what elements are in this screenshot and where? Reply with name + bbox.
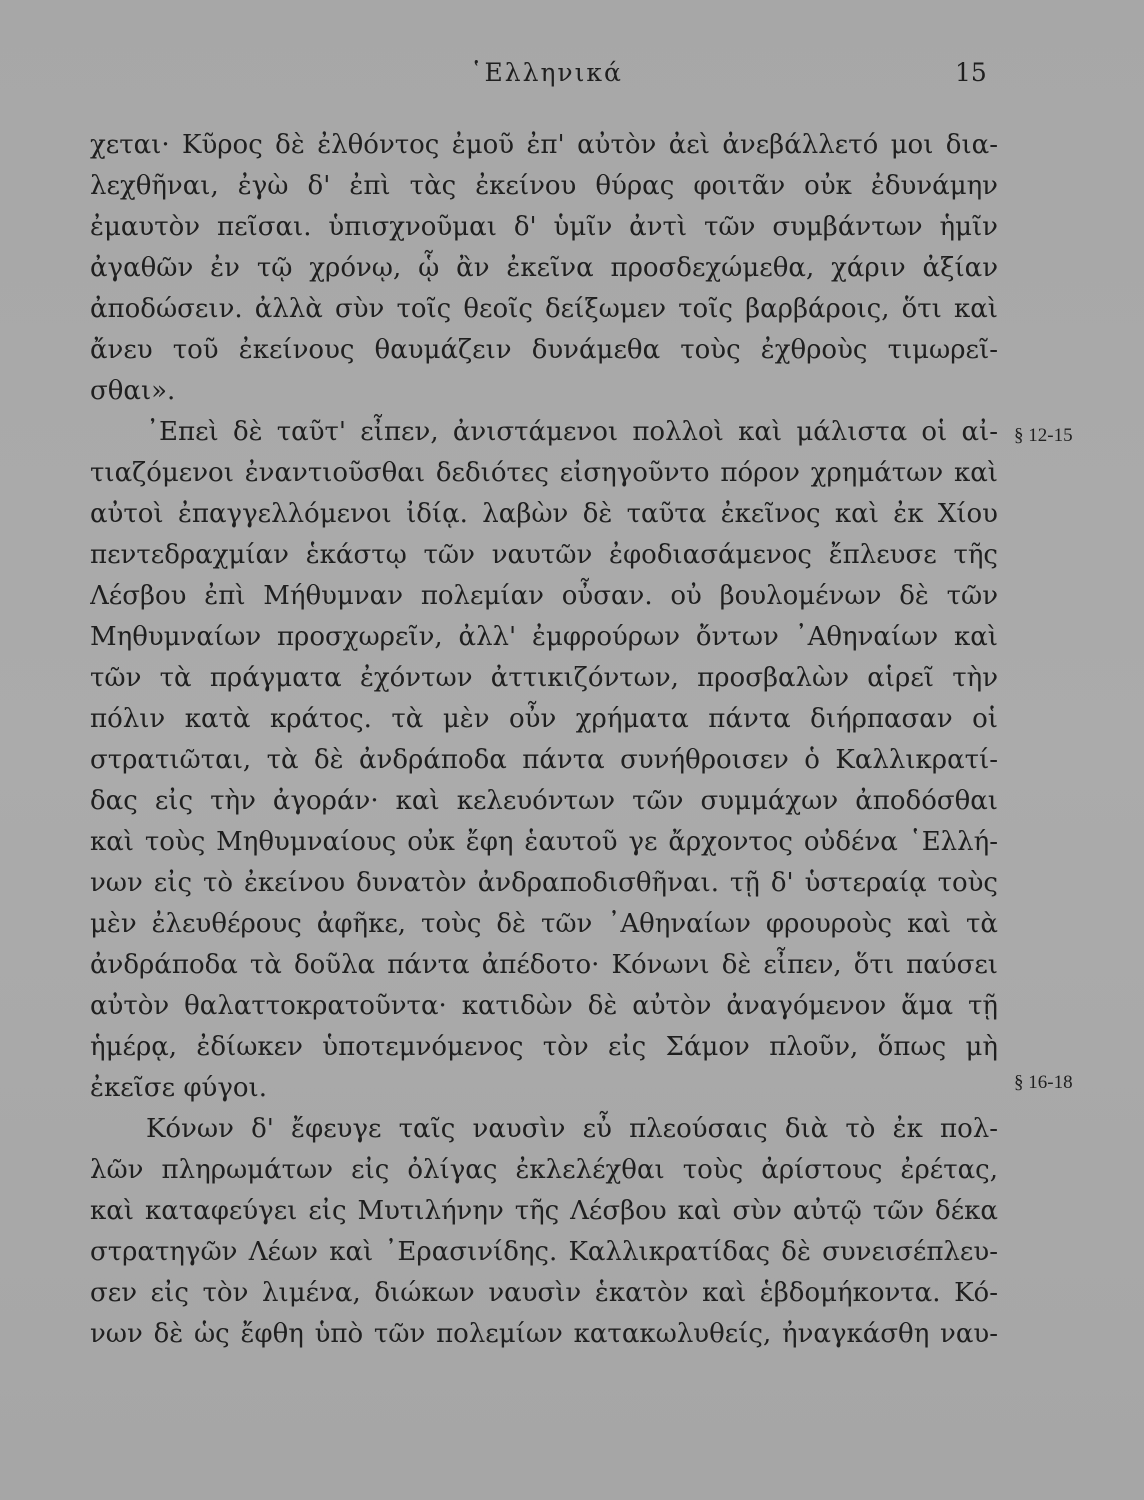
text-line: Μηθυμναίων προσχωρεῖν, ἀλλ' ἐμφρούρων ὄντων ᾿Αθηναίων καὶ [90,622,998,652]
text-line: ἀγαθῶν ἐν τῷ χρόνῳ, ᾧ ἂν ἐκεῖνα προσδεχώμεθα, χάριν ἀξίαν [90,253,998,283]
text-line: στρατιῶται, τὰ δὲ ἀνδράποδα πάντα συνήθροισεν ὁ Καλλικρατί- [90,745,998,775]
text-line: τιαζόμενοι ἐναντιοῦσθαι δεδιότες εἰσηγοῦντο πόρον χρημάτων καὶ [90,458,998,488]
paragraph-start-line: Κόνων δ' ἔφευγε ταῖς ναυσὶν εὖ πλεούσαις διὰ τὸ ἐκ πολ- [146,1114,998,1144]
text-line: λῶν πληρωμάτων εἰς ὀλίγας ἐκλελέχθαι τοὺς ἀρίστους ἐρέτας, [90,1155,998,1185]
text-line: ἐκεῖσε φύγοι. [90,1073,268,1103]
margin-section-note: § 12-15 [1014,425,1073,446]
text-line: πόλιν κατὰ κράτος. τὰ μὲν οὖν χρήματα πάντα διήρπασαν οἱ [90,704,998,734]
text-line: μὲν ἐλευθέρους ἀφῆκε, τοὺς δὲ τῶν ᾿Αθηναίων φρουροὺς καὶ τὰ [90,909,998,939]
page-number: 15 [955,58,987,87]
paragraph-start-line: ᾿Επεὶ δὲ ταῦτ' εἶπεν, ἀνιστάμενοι πολλοὶ καὶ μάλιστα οἱ αἰ- [146,417,998,447]
text-line: λεχθῆναι, ἐγὼ δ' ἐπὶ τὰς ἐκείνου θύρας φοιτᾶν οὐκ ἐδυνάμην [90,171,998,201]
text-line: αὐτοὶ ἐπαγγελλόμενοι ἰδίᾳ. λαβὼν δὲ ταῦτα ἐκεῖνος καὶ ἐκ Χίου [90,499,998,529]
text-line: ἀνδράποδα τὰ δοῦλα πάντα ἀπέδοτο· Κόνωνι δὲ εἶπεν, ὅτι παύσει [90,950,998,980]
body-text [90,125,998,1355]
text-line: καὶ τοὺς Μηθυμναίους οὐκ ἔφη ἑαυτοῦ γε ἄρχοντος οὐδένα ῾Ελλή- [90,827,998,857]
text-line: νων εἰς τὸ ἐκείνου δυνατὸν ἀνδραποδισθῆναι. τῇ δ' ὑστεραίᾳ τοὺς [90,868,998,898]
running-head [0,58,1144,90]
text-line: ἄνευ τοῦ ἐκείνους θαυμάζειν δυνάμεθα τοὺς ἐχθροὺς τιμωρεῖ- [90,335,998,365]
text-line: καὶ καταφεύγει εἰς Μυτιλήνην τῆς Λέσβου καὶ σὺν αὐτῷ τῶν δέκα [90,1196,998,1226]
text-line: τῶν τὰ πράγματα ἐχόντων ἀττικιζόντων, προσβαλὼν αἱρεῖ τὴν [90,663,998,693]
margin-section-note: § 16-18 [1014,1072,1073,1093]
text-line: νων δὲ ὡς ἔφθη ὑπὸ τῶν πολεμίων κατακωλυθείς, ἠναγκάσθη ναυ- [90,1319,998,1349]
text-line: στρατηγῶν Λέων καὶ ᾿Ερασινίδης. Καλλικρατίδας δὲ συνεισέπλευ- [90,1237,998,1267]
text-line: σεν εἰς τὸν λιμένα, διώκων ναυσὶν ἑκατὸν καὶ ἑβδομήκοντα. Κό- [90,1278,998,1308]
text-line: σθαι». [90,376,176,406]
text-line: ἐμαυτὸν πεῖσαι. ὑπισχνοῦμαι δ' ὑμῖν ἀντὶ τῶν συμβάντων ἡμῖν [90,212,998,242]
text-line: αὐτὸν θαλαττοκρατοῦντα· κατιδὼν δὲ αὐτὸν ἀναγόμενον ἅμα τῇ [90,991,998,1021]
text-line: ἡμέρᾳ, ἐδίωκεν ὑποτεμνόμενος τὸν εἰς Σάμον πλοῦν, ὅπως μὴ [90,1032,998,1062]
text-line: Λέσβου ἐπὶ Μήθυμναν πολεμίαν οὖσαν. οὐ βουλομένων δὲ τῶν [90,581,998,611]
text-line: χεται· Κῦρος δὲ ἐλθόντος ἐμοῦ ἐπ' αὐτὸν ἀεὶ ἀνεβάλλετό μοι δια- [90,130,998,160]
text-line: δας εἰς τὴν ἀγοράν· καὶ κελευόντων τῶν συμμάχων ἀποδόσθαι [90,786,998,816]
running-title: ῾Ελληνικά [470,58,623,87]
text-line: ἀποδώσειν. ἀλλὰ σὺν τοῖς θεοῖς δείξωμεν τοῖς βαρβάροις, ὅτι καὶ [90,294,998,324]
text-line: πεντεδραχμίαν ἑκάστῳ τῶν ναυτῶν ἐφοδιασάμενος ἔπλευσε τῆς [90,540,998,570]
